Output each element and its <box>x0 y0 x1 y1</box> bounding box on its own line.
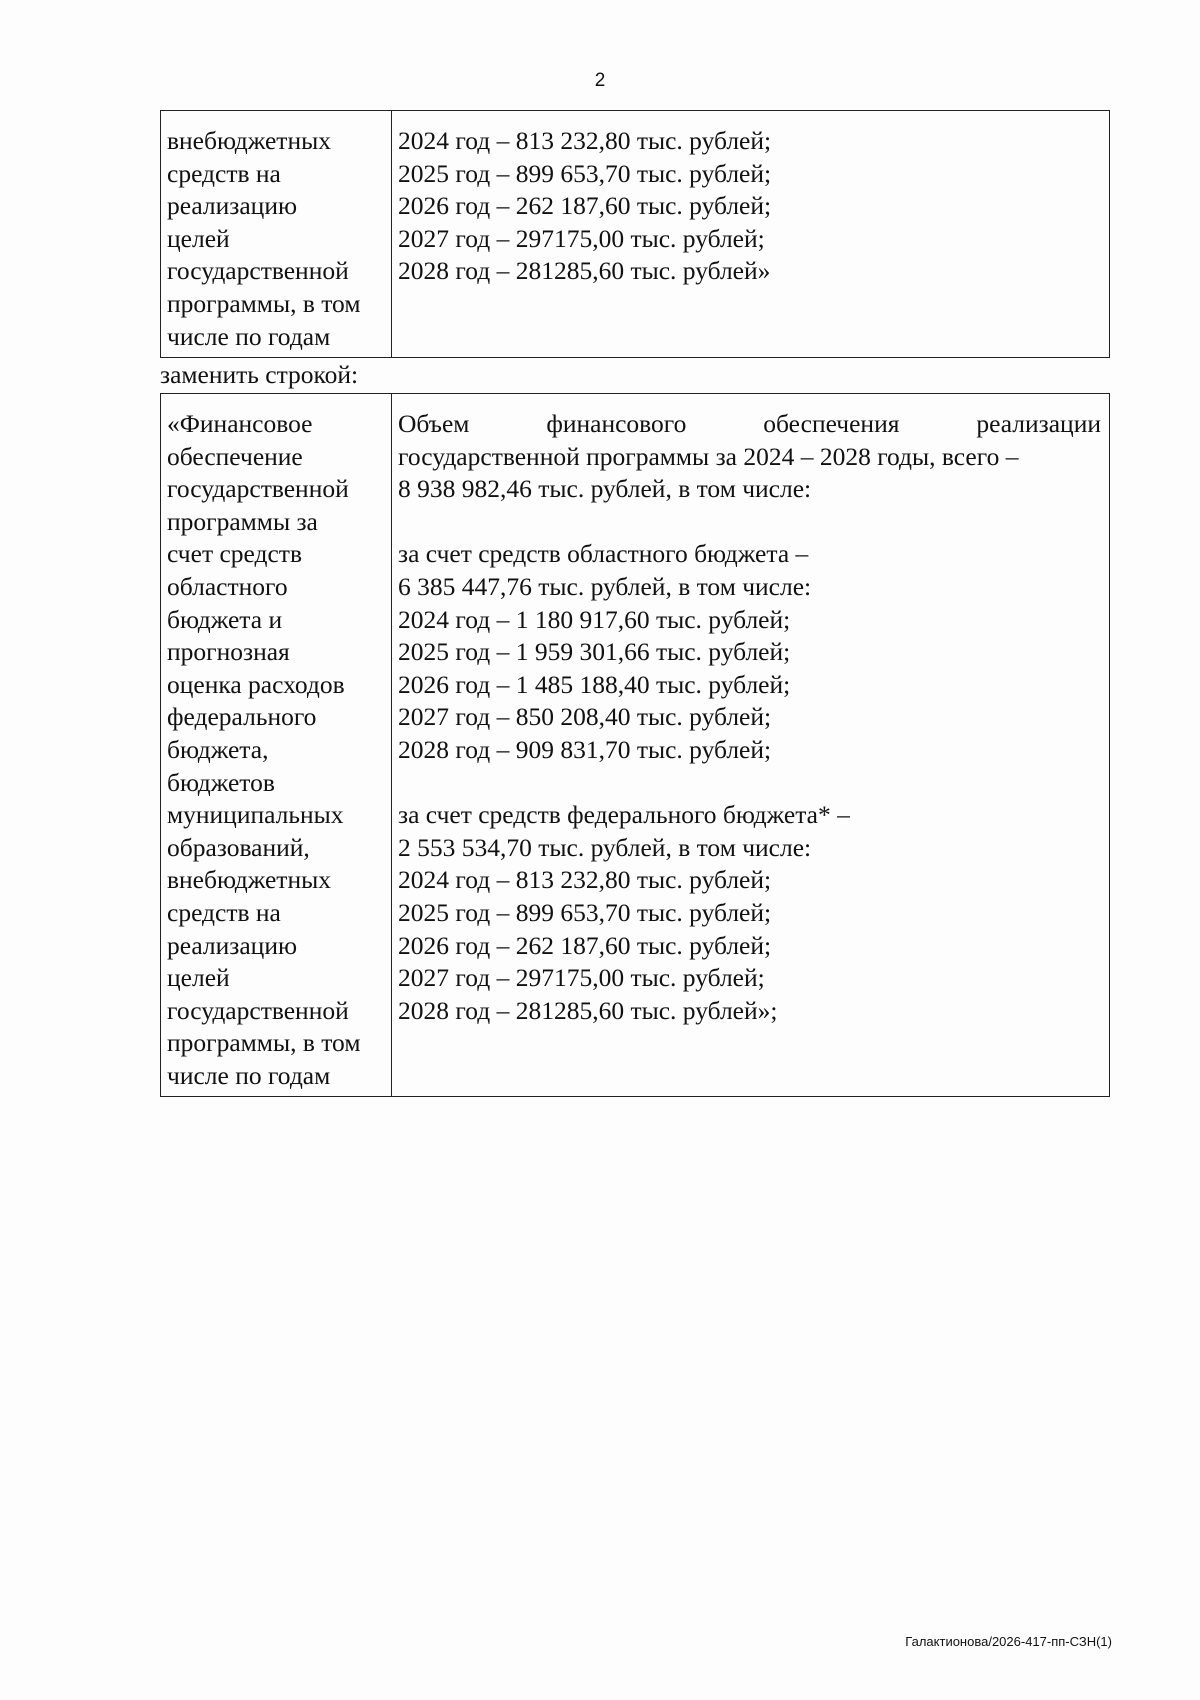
federal-budget-total: 2 553 534,70 тыс. рублей, в том числе: <box>398 832 812 862</box>
regional-year-line: 2028 год – 909 831,70 тыс. рублей; <box>398 734 772 764</box>
old-year-line: 2027 год – 297175,00 тыс. рублей; <box>398 223 765 253</box>
regional-budget-heading: за счет средств областного бюджета – <box>398 539 809 569</box>
new-label-line: областного <box>167 571 288 601</box>
new-label-line: муниципальных <box>167 800 344 830</box>
new-row-label-cell <box>161 394 392 1097</box>
page-number: 2 <box>594 70 606 91</box>
new-label-line: федерального <box>167 702 317 732</box>
old-label-line: программы, в том <box>167 288 361 318</box>
old-row-table <box>160 110 1110 358</box>
new-label-line: образований, <box>167 832 310 862</box>
federal-year-line: 2027 год – 297175,00 тыс. рублей; <box>398 963 765 993</box>
federal-year-line: 2024 год – 813 232,80 тыс. рублей; <box>398 865 772 895</box>
old-label-line: государственной <box>167 256 349 286</box>
document-code: Галактионова/2026-417-пп-СЗН(1) <box>905 1634 1112 1649</box>
old-year-line: 2026 год – 262 187,60 тыс. рублей; <box>398 191 772 221</box>
old-label-line: средств на <box>167 158 281 188</box>
new-label-line: числе по годам <box>167 1060 331 1090</box>
old-row-value-cell <box>392 111 1110 358</box>
old-year-line: 2025 год – 899 653,70 тыс. рублей; <box>398 158 772 188</box>
new-label-line: «Финансовое <box>167 409 313 438</box>
regional-year-line: 2025 год – 1 959 301,66 тыс. рублей; <box>398 637 791 667</box>
total-volume-line: 8 938 982,46 тыс. рублей, в том числе: <box>398 474 812 504</box>
spacer <box>398 506 1101 539</box>
new-row-value-cell <box>392 394 1110 1097</box>
federal-year-line: 2025 год – 899 653,70 тыс. рублей; <box>398 897 772 927</box>
federal-budget-heading: за счет средств федерального бюджета* – <box>398 800 850 830</box>
total-volume-line: Объем финансового обеспечения реализации <box>398 409 1101 438</box>
federal-year-line: 2026 год – 262 187,60 тыс. рублей; <box>398 930 772 960</box>
new-row-table <box>160 393 1110 1097</box>
new-label-line: реализацию <box>167 930 298 960</box>
old-year-line: 2024 год – 813 232,80 тыс. рублей; <box>398 126 772 155</box>
federal-year-line: 2028 год – 281285,60 тыс. рублей»; <box>398 995 778 1025</box>
new-label-line: целей <box>167 963 230 993</box>
new-label-line: бюджетов <box>167 767 275 797</box>
regional-year-line: 2024 год – 1 180 917,60 тыс. рублей; <box>398 604 791 634</box>
new-label-line: средств на <box>167 897 281 927</box>
new-label-line: бюджета и <box>167 604 283 634</box>
new-label-line: бюджета, <box>167 734 269 764</box>
new-label-line: оценка расходов <box>167 669 345 699</box>
old-label-line: целей <box>167 223 230 253</box>
regional-budget-total: 6 385 447,76 тыс. рублей, в том числе: <box>398 571 812 601</box>
new-label-line: программы за <box>167 506 318 536</box>
old-year-line: 2028 год – 281285,60 тыс. рублей» <box>398 256 771 286</box>
new-label-line: государственной <box>167 995 349 1025</box>
new-label-line: обеспечение <box>167 441 303 471</box>
new-label-line: государственной <box>167 474 349 504</box>
new-label-line: внебюджетных <box>167 865 331 895</box>
new-label-line: программы, в том <box>167 1028 361 1058</box>
old-row-label-cell <box>161 111 392 358</box>
spacer <box>398 767 1101 800</box>
regional-year-line: 2027 год – 850 208,40 тыс. рублей; <box>398 702 772 732</box>
old-label-line: числе по годам <box>167 321 331 351</box>
new-label-line: счет средств <box>167 539 302 569</box>
regional-year-line: 2026 год – 1 485 188,40 тыс. рублей; <box>398 669 791 699</box>
replace-instruction: заменить строкой: <box>160 360 359 389</box>
total-volume-line: государственной программы за 2024 – 2028 годы, всего – <box>398 441 1019 471</box>
old-label-line: реализацию <box>167 191 298 221</box>
new-label-line: прогнозная <box>167 637 290 667</box>
old-label-line: внебюджетных <box>167 126 331 155</box>
